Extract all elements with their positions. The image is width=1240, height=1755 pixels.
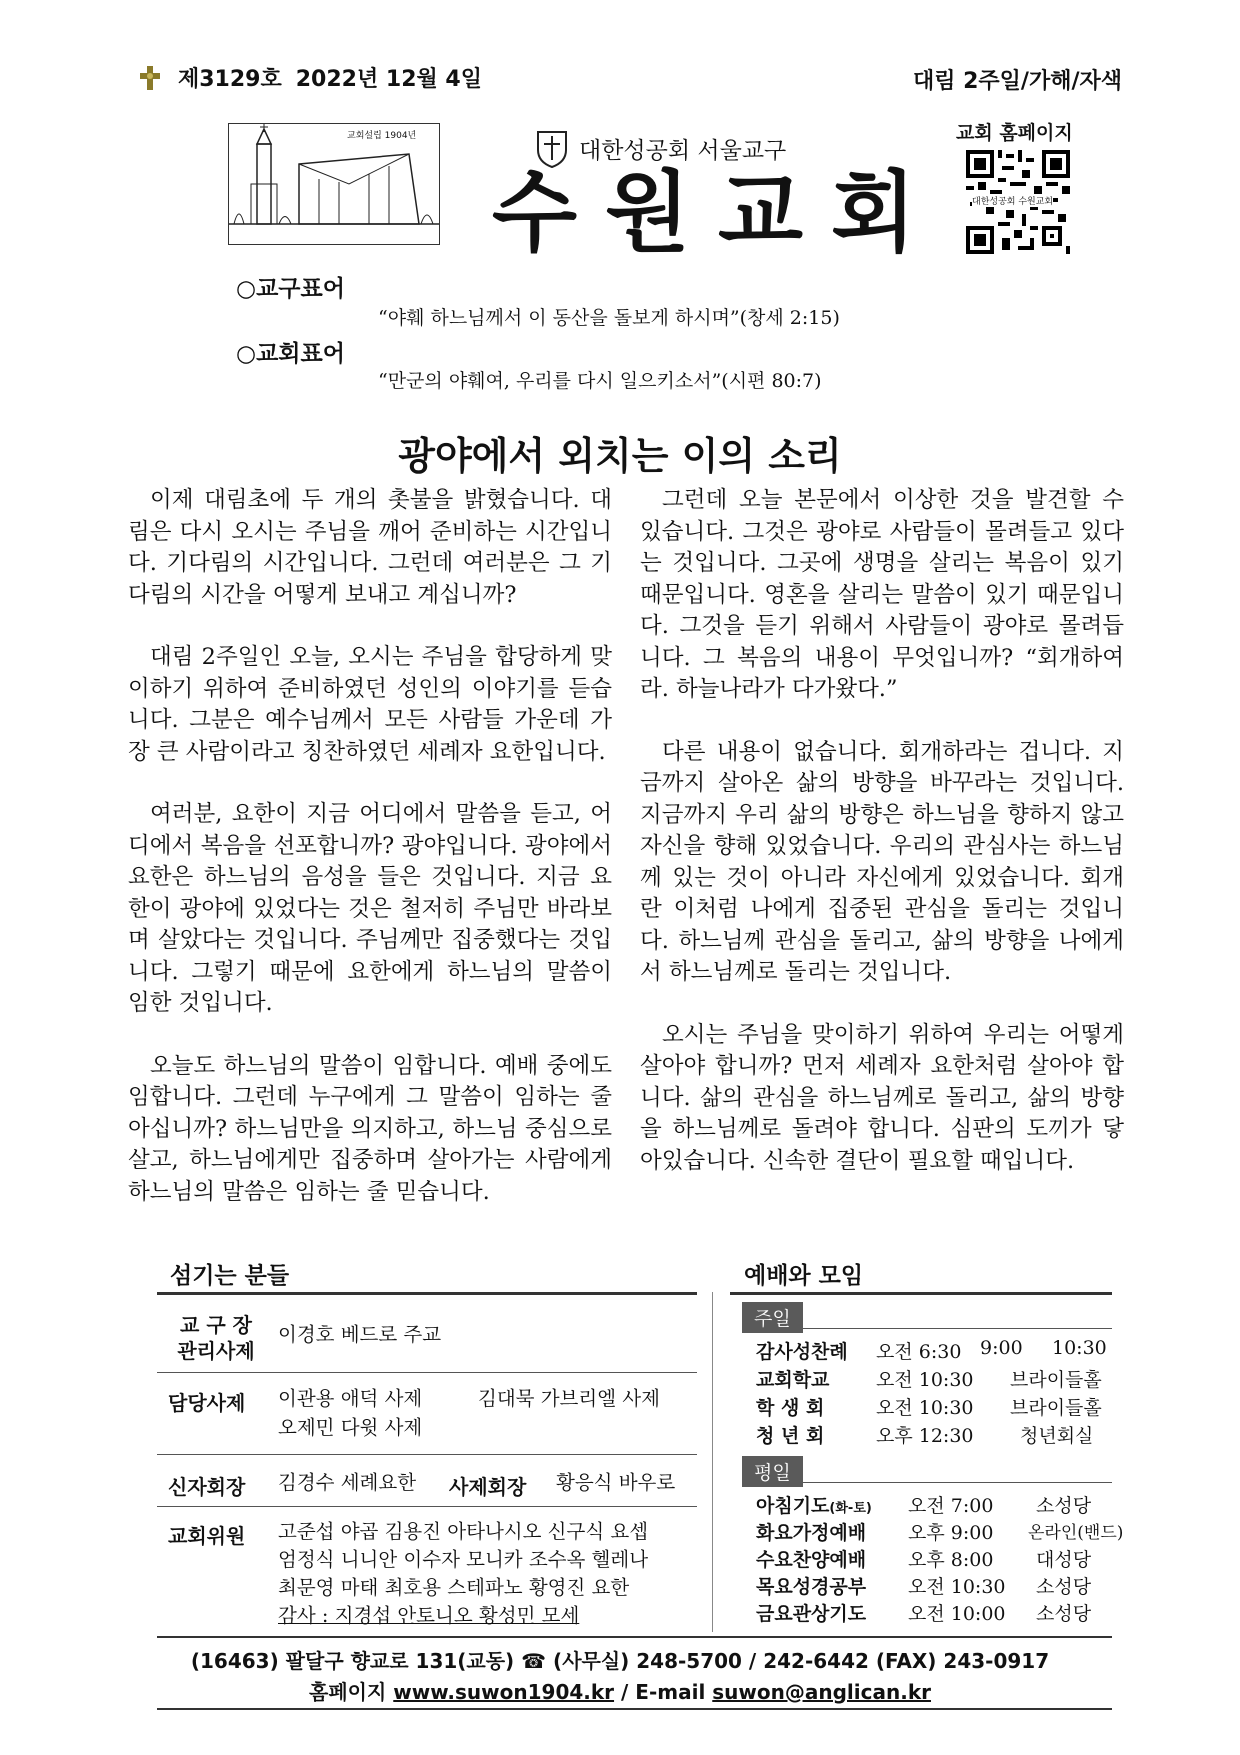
council-line: 고준섭 야곱 김용진 아타나시오 신구식 요셉: [278, 1520, 649, 1543]
church-name: 수원교회: [492, 160, 945, 264]
footer-divider: [157, 1636, 1112, 1638]
email-label: / E-mail: [621, 1680, 706, 1704]
fax: (FAX) 243-0917: [875, 1649, 1050, 1673]
homepage-link[interactable]: www.suwon1904.kr: [393, 1680, 615, 1704]
schedule-time: 오전 10:00: [908, 1603, 1006, 1625]
schedule-name: 금요관상기도: [756, 1603, 867, 1625]
schedule-time: 오후 8:00: [908, 1549, 994, 1571]
church-sketch: [228, 123, 440, 245]
diocese-text: 대한성공회 서울교구: [579, 137, 787, 164]
priest-1: 이관용 애덕 사제: [278, 1387, 423, 1410]
schedule-time: 오전 10:30: [876, 1397, 974, 1419]
liturgy-season: 대림 2주일/가해/자색: [912, 69, 1122, 94]
divider: [157, 1506, 697, 1507]
schedule-time: 오전 6:30: [876, 1341, 962, 1363]
schedule-name: [756, 1491, 872, 1518]
schedule-row: [756, 1572, 1126, 1600]
ministers-title: 섬기는 분들: [170, 1262, 290, 1289]
schedule-time: 10:30: [1052, 1337, 1107, 1359]
schedule-name: 청 년 회: [756, 1425, 825, 1447]
phone: ☎ (사무실) 248-5700 / 242-6442: [521, 1649, 869, 1673]
priest-2: 김대묵 가브리엘 사제: [478, 1387, 660, 1410]
schedule-name: 교회학교: [756, 1369, 830, 1391]
homepage-label: 교회 홈페이지: [956, 122, 1073, 144]
email-link[interactable]: suwon@anglican.kr: [712, 1680, 931, 1704]
sermon-paragraph: 오늘도 하느님의 말씀이 임합니다. 예배 중에도 임합니다. 그런데 누구에게 그 말씀이 임하는 줄 아십니까? 하느님만을 의지하고, 하느님 중심으로 살고, 하느님에게만 집중하며 살아가는 사람에게 하느님의 말씀은 임하는 줄 믿습니다.: [128, 1052, 612, 1205]
bishop-value: 이경호 베드로 주교: [278, 1323, 442, 1346]
schedule-row: [756, 1545, 1126, 1573]
sermon-left-column: [128, 485, 612, 1239]
schedule-time: 오전 10:30: [876, 1369, 974, 1391]
schedule-name: 학 생 회: [756, 1397, 825, 1419]
qr-code[interactable]: [966, 150, 1070, 254]
schedule-time: 오후 9:00: [908, 1522, 994, 1544]
sermon-right-column: [640, 485, 1124, 1208]
council-line: 최문영 마태 최호용 스테파노 황영진 요한: [278, 1576, 630, 1599]
bishop-label: [174, 1312, 258, 1364]
bishop-label-line1: 교 구 장: [180, 1313, 252, 1337]
schedule-place: 소성당: [1036, 1576, 1092, 1598]
schedule-name: 화요가정예배: [756, 1522, 867, 1544]
schedule-row: [756, 1337, 1126, 1365]
church-motto-label: ○교회표어: [236, 341, 345, 367]
divider: [157, 1372, 697, 1373]
worship-title: 예배와 모임: [744, 1262, 864, 1289]
clergy-chair-label: 사제회장: [449, 1475, 527, 1499]
schedule-name-suffix: (화-토): [829, 1501, 872, 1516]
address: (16463) 팔달구 향교로 131(교동): [190, 1649, 515, 1673]
issue-date: 2022년 12월 4일: [295, 67, 482, 92]
schedule-row: [756, 1365, 1126, 1393]
schedule-row: [756, 1599, 1126, 1627]
sermon-paragraph: 여러분, 요한이 지금 어디에서 말씀을 듣고, 어디에서 복음을 선포합니까? 광야입니다. 광야에서 요한은 하느님의 음성을 들은 것입니다. 지금 요한이 광야에 있었다는 것은 철저히 주님만 바라보며 살았다는 것입니다. 주님께만 집중했다는 것입니다. 그렇기 때문에 요한에게 하느님의 말씀이 임한 것입니다.: [128, 801, 612, 1016]
footer-contact: [0, 1645, 1240, 1674]
sermon-paragraph: 이제 대림초에 두 개의 촛불을 밝혔습니다. 대림은 다시 오시는 주님을 깨어 준비하는 시간입니다. 기다림의 시간입니다. 그런데 여러분은 그 기다림의 시간을 어떻게 보내고 계십니까?: [128, 487, 612, 608]
lay-chair-label: 신자회장: [168, 1475, 246, 1499]
priests-label: 담당사제: [168, 1391, 246, 1415]
divider: [730, 1292, 1112, 1295]
schedule-time: 9:00: [980, 1337, 1023, 1359]
schedule-name-text: 아침기도: [756, 1495, 830, 1517]
diocese-motto-label: ○교구표어: [236, 276, 345, 302]
church-motto-text: “만군의 야훼여, 우리를 다시 일으키소서”(시편 80:7): [378, 370, 822, 392]
divider: [157, 1454, 697, 1455]
clergy-chair-value: 황응식 바우로: [556, 1471, 676, 1494]
council-line: 엄정식 니니안 이수자 모니카 조수옥 헬레나: [278, 1548, 649, 1571]
bishop-label-line2: 관리사제: [177, 1339, 255, 1363]
column-divider: [712, 1292, 713, 1632]
sermon-paragraph: 다른 내용이 없습니다. 회개하라는 겁니다. 지금까지 살아온 삶의 방향을 바꾸라는 것입니다. 지금까지 우리 삶의 방향은 하느님을 향하지 않고 자신을 향해 있었습니다. 우리의 관심사는 하느님께 있는 것이 아니라 자신에게 있었습니다. 회개란 이처럼 나에게 집중된 관심을 돌리는 것입니다. 하느님께 관심을 돌리고, 삶의 방향을 나에게서 하느님께로 돌리는 것입니다.: [640, 738, 1124, 985]
schedule-place: 소성당: [1036, 1603, 1092, 1625]
schedule-place: 소성당: [1036, 1495, 1092, 1517]
sermon-paragraph: 그런데 오늘 본문에서 이상한 것을 발견할 수 있습니다. 그것은 광야로 사람들이 몰려들고 있다는 것입니다. 그곳에 생명을 살리는 복음이 있기 때문입니다. 영혼을 살리는 말씀이 있기 때문입니다. 그것을 듣기 위해서 사람들이 광야로 몰려듭니다. 그 복음의 내용이 무엇입니까? “회개하여라. 하늘나라가 다가왔다.”: [640, 487, 1124, 702]
sermon-paragraph: 대림 2주일인 오늘, 오시는 주님을 합당하게 맞이하기 위하여 준비하였던 성인의 이야기를 듣습니다. 그분은 예수님께서 모든 사람들 가운데 가장 큰 사람이라고 칭찬하였던 세례자 요한입니다.: [128, 644, 612, 765]
schedule-place: 브라이들홀: [1010, 1397, 1102, 1419]
schedule-time: 오전 7:00: [908, 1495, 994, 1517]
schedule-name: 수요찬양예배: [756, 1549, 867, 1571]
sunday-badge: 주일: [742, 1302, 803, 1333]
schedule-row: [756, 1518, 1126, 1546]
schedule-place: 대성당: [1036, 1549, 1092, 1571]
sermon-title: 광야에서 외치는 이의 소리: [398, 434, 842, 478]
issue-number: 제3129호: [178, 67, 282, 92]
schedule-row: [756, 1491, 1126, 1519]
lay-chair-value: 김경수 세례요한: [278, 1471, 417, 1494]
homepage-footer-label: 홈페이지: [309, 1680, 387, 1704]
sunday-header: [742, 1302, 1112, 1329]
sermon-paragraph: 오시는 주님을 맞이하기 위하여 우리는 어떻게 살아야 합니까? 먼저 세례자 요한처럼 살아야 합니다. 삶의 관심을 하느님께로 돌리고, 삶의 방향을 하느님께로 돌려야 합니다. 심판의 도끼가 닿아있습니다. 신속한 결단이 필요할 때입니다.: [640, 1021, 1124, 1174]
footer-divider: [157, 1708, 1112, 1710]
divider: [157, 1292, 697, 1295]
schedule-place: 브라이들홀: [1010, 1369, 1102, 1391]
schedule-row: [756, 1393, 1126, 1421]
diocese-motto-text: “야훼 하느님께서 이 동산을 돌보게 하시며”(창세 2:15): [378, 307, 840, 329]
footer-web: [0, 1676, 1240, 1705]
issue-line: [136, 62, 482, 93]
schedule-row: [756, 1421, 1126, 1449]
qr-caption: 대한성공회 수원교회: [972, 194, 1053, 207]
schedule-name: 감사성찬례: [756, 1341, 848, 1363]
schedule-time: 오후 12:30: [876, 1425, 974, 1447]
schedule-time: 오전 10:30: [908, 1576, 1006, 1598]
schedule-name: 목요성경공부: [756, 1576, 867, 1598]
founding-caption: 교회설립 1904년: [347, 131, 417, 141]
cross-icon: [136, 64, 164, 92]
auditor-line: 감사 : 지경섭 안토니오 황성민 모세: [278, 1604, 580, 1627]
weekday-header: [742, 1456, 1112, 1483]
priest-3: 오제민 다윗 사제: [278, 1416, 423, 1439]
schedule-place: 온라인(밴드): [1028, 1523, 1124, 1543]
weekday-badge: 평일: [742, 1456, 803, 1487]
council-label: 교회위원: [168, 1524, 246, 1548]
schedule-place: 청년회실: [1020, 1425, 1094, 1447]
